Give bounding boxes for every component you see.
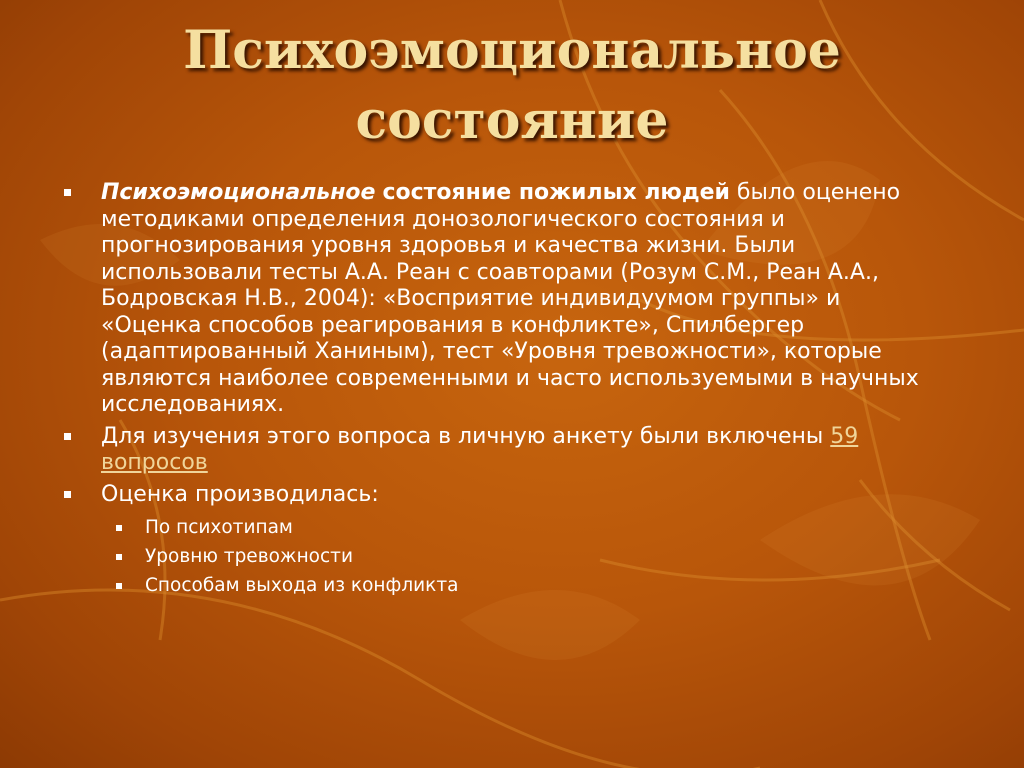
square-bullet-icon bbox=[116, 554, 122, 560]
sub-item-2 bbox=[64, 542, 944, 571]
bullet-item-2 bbox=[64, 424, 944, 477]
title-line-1: Психоэмоциональное bbox=[183, 20, 841, 81]
square-bullet-icon bbox=[116, 583, 122, 589]
questions-link[interactable]: 59 вопросов bbox=[101, 423, 859, 475]
title-line-2: состояние bbox=[355, 90, 669, 151]
sub-item-text: Способам выхода из конфликта bbox=[145, 575, 459, 596]
slide-title bbox=[0, 16, 1024, 156]
sub-item-text: По психотипам bbox=[145, 517, 293, 538]
bullet-item-3 bbox=[64, 482, 944, 509]
square-bullet-icon bbox=[64, 491, 71, 498]
bullet-text: было оценено методиками определения донозологического состояния и прогнозирования уровня здоровья и качества жизни. Были использовали тесты А.А. Реан с соавторами (Розум С.М., Реан А.А., Бодровская Н.В., 2004): «Восприятие индивидуумом группы» и «Оценка способов реагирования в конфликте», Спилбергер (адаптированный Ханиным), тест «Уровня тревожности», которые являются наиболее современными и часто используемыми в научных исследованиях. bbox=[101, 180, 919, 417]
square-bullet-icon bbox=[116, 525, 122, 531]
sub-item-text: Уровню тревожности bbox=[145, 546, 353, 567]
square-bullet-icon bbox=[64, 433, 71, 440]
bullet-text: Для изучения этого вопроса в личную анкету были включены bbox=[101, 423, 824, 449]
bullet-item-1 bbox=[64, 180, 944, 419]
square-bullet-icon bbox=[64, 189, 71, 196]
bullet-lead-italic: Психоэмоциональное bbox=[101, 180, 376, 205]
bullet-text: Оценка производилась: bbox=[101, 481, 379, 507]
bullet-list bbox=[64, 180, 944, 600]
sub-item-1 bbox=[64, 513, 944, 542]
sub-item-3 bbox=[64, 571, 944, 600]
bullet-lead-bold: состояние пожилых людей bbox=[382, 180, 730, 205]
